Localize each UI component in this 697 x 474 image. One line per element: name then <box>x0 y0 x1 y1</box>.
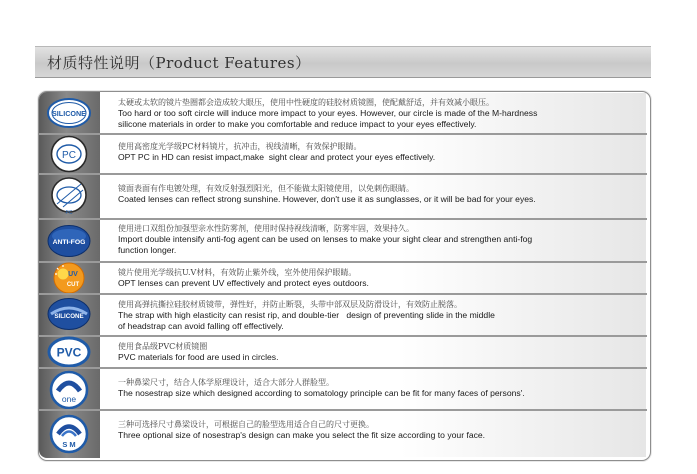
silicone-strap-icon <box>47 294 91 334</box>
feature-en-text: Too hard or too soft circle will induce more impact to your eyes. However, our circle is made of the M-hardness silicone materials in order to make you comfortable and reduce impact to your eyes effectively. <box>118 108 538 129</box>
feature-cn-text: 一种鼻梁尺寸，结合人体学原理设计，适合大部分人群脸型。 <box>118 378 334 387</box>
feature-row-strap <box>100 295 646 335</box>
feature-row-nosestrap-one <box>100 369 646 409</box>
feature-row-antifog <box>100 220 646 261</box>
feature-en-text: The nosestrap size which designed according to somatology principle can be fit for many faces of persons'. <box>118 388 525 398</box>
feature-row-pc <box>100 135 646 173</box>
nosestrap-three-size-icon <box>47 414 91 454</box>
feature-row-silicone <box>100 93 646 133</box>
feature-en-text: Three optional size of nosestrap's design can make you select the fit size according to your face. <box>118 430 486 440</box>
feature-en-text: OPT lenses can prevent UV effectively and protect eyes outdoors. <box>118 278 369 288</box>
feature-cn-text: 使用高密度光学级PC材料镜片，抗冲击，视线清晰，有效保护眼睛。 <box>118 142 362 151</box>
feature-en-text: PVC materials for food are used in circles. <box>118 352 279 362</box>
svg-text:PC: PC <box>62 150 76 161</box>
svg-text:PC: PC <box>65 210 73 216</box>
anti-fog-icon <box>47 221 91 261</box>
feature-en-text: Coated lenses can reflect strong sunshine. However, don't use it as sunglasses, or it will be bad for your eyes. <box>118 194 536 204</box>
svg-text:ANTI-FOG: ANTI-FOG <box>52 239 86 246</box>
feature-cn-text: 三种可选择尺寸鼻梁设计，可根据自己的脸型选用适合自己的尺寸更换。 <box>118 420 374 429</box>
pc-lens-icon <box>47 134 91 174</box>
pvc-icon <box>47 332 91 372</box>
svg-text:S M: S M <box>62 440 76 449</box>
nosestrap-one-size-icon <box>47 370 91 410</box>
svg-text:SILICONE: SILICONE <box>52 109 86 118</box>
svg-text:SILICONE: SILICONE <box>54 313 84 320</box>
feature-en-text: The strap with high elasticity can resist rip, and double-tier design of preventing slide in the middle of headstrap can avoid falling off effectively. <box>118 310 495 331</box>
page-title: 材质特性说明（Product Features） <box>47 54 311 72</box>
feature-row-uv <box>100 263 646 293</box>
feature-cn-text: 镜面表面有作电镀处理，有效反射强烈阳光，但不能做太阳镜使用，以免刺伤眼睛。 <box>118 184 414 193</box>
svg-text:CUT: CUT <box>66 282 80 288</box>
feature-cn-text: 使用高弹抗撕拉硅胶材质镜带，弹性好，并防止断裂，头带中部双层及防滑设计，有效防止脱落。 <box>118 300 462 309</box>
silicone-badge-icon <box>47 93 91 133</box>
uv-cut-icon <box>47 258 91 298</box>
feature-row-pvc <box>100 337 646 367</box>
feature-cn-text: 使用进口双组份加强型亲水性防雾剂，使用时保持视线清晰，防雾牢固，效果持久。 <box>118 224 414 233</box>
feature-cn-text: 太硬或太软的镜片垫圈都会造成较大眼压，使用中性硬度的硅胶材质镜圈，使配戴舒适，并有效减小眼压。 <box>118 98 494 107</box>
coated-lens-icon <box>47 176 91 216</box>
feature-row-coated <box>100 175 646 218</box>
feature-row-nosestrap-three <box>100 411 646 457</box>
feature-en-text: OPT PC in HD can resist impact,make sight clear and protect your eyes effectively. <box>118 152 436 162</box>
svg-text:one: one <box>61 394 77 404</box>
feature-cn-text: 使用食品级PVC材质镜圈 <box>118 342 208 351</box>
feature-en-text: Import double intensify anti-fog agent can be used on lenses to make your sight clear and strengthen anti-fog function longer. <box>118 234 533 255</box>
feature-cn-text: 镜片使用光学级抗U.V材料，有效防止紫外线，室外使用保护眼睛。 <box>118 268 357 277</box>
svg-text:UV: UV <box>68 271 78 278</box>
svg-text:PVC: PVC <box>56 345 82 360</box>
section-header <box>35 46 651 78</box>
